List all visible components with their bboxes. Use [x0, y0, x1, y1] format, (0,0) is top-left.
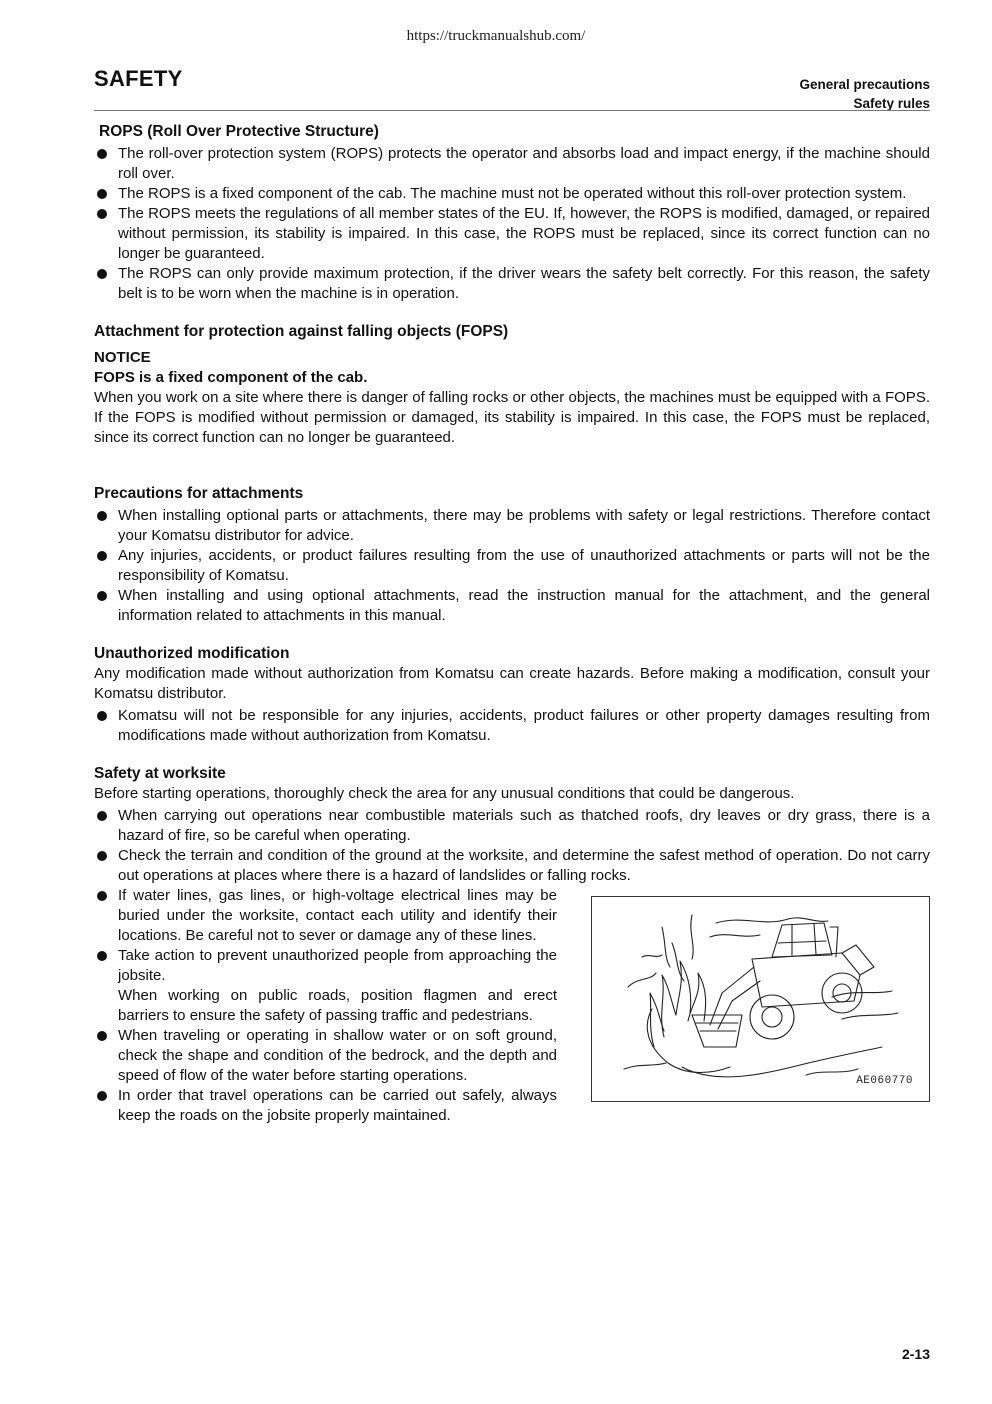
modification-section — [94, 644, 930, 746]
worksite-split — [94, 886, 930, 1126]
worksite-figure — [591, 896, 930, 1102]
list-item: Check the terrain and condition of the ground at the worksite, and determine the safest method of operation. Do not carry out operations at places where there is a hazard of landslides or falling rocks. — [94, 846, 930, 886]
list-item: Any injuries, accidents, or product failures resulting from the use of unauthorized attachments or parts will not be the responsibility of Komatsu. — [94, 546, 930, 586]
list-item: If water lines, gas lines, or high-voltage electrical lines may be buried under the worksite, contact each utility and identify their locations. Be careful not to sever or damage any of these lines. — [94, 886, 557, 946]
worksite-section — [94, 764, 930, 1126]
modification-body: Any modification made without authorization from Komatsu can create hazards. Before making a modification, consult your Komatsu distributor. — [94, 665, 930, 702]
rops-list — [94, 144, 930, 304]
list-item: The ROPS meets the regulations of all member states of the EU. If, however, the ROPS is modified, damaged, or repaired without permission, its stability is impaired. In this case, the ROPS must be replaced, since its correct function can no longer be guaranteed. — [94, 204, 930, 264]
list-item-extra: When working on public roads, position flagmen and erect barriers to ensure the safety of passing traffic and pedestrians. — [118, 987, 557, 1024]
notice-label: NOTICE — [94, 349, 151, 366]
list-item — [94, 946, 557, 1026]
page-title: SAFETY — [94, 66, 183, 91]
list-item: When installing optional parts or attachments, there may be problems with safety or legal restrictions. Therefore contact your Komatsu distributor for advice. — [94, 506, 930, 546]
worksite-side-column — [94, 886, 557, 1126]
worksite-side-list — [94, 886, 557, 1126]
list-item: Komatsu will not be responsible for any injuries, accidents, product failures or other property damages resulting from modifications made without authorization from Komatsu. — [94, 706, 930, 746]
attachments-heading: Precautions for attachments — [94, 485, 304, 502]
modification-heading: Unauthorized modification — [94, 645, 290, 662]
page-number: 2-13 — [901, 1346, 930, 1362]
worksite-list — [94, 806, 930, 886]
modification-list — [94, 706, 930, 746]
header-section: General precautions — [799, 77, 930, 92]
rops-heading: ROPS (Roll Over Protective Structure) — [99, 123, 379, 140]
header-breadcrumb — [799, 75, 930, 113]
attachments-section — [94, 484, 930, 626]
list-item: In order that travel operations can be carried out safely, always keep the roads on the jobsite properly maintained. — [94, 1086, 557, 1126]
fops-body: When you work on a site where there is danger of falling rocks or other objects, the machines must be equipped with a FOPS. If the FOPS is modified without permission or damaged, its stability is impaired. In this case, the FOPS must be replaced, since its correct function can no longer be guaranteed. — [94, 389, 930, 446]
worksite-heading: Safety at worksite — [94, 765, 226, 782]
list-item: The roll-over protection system (ROPS) protects the operator and absorbs load and impact energy, if the machine should roll over. — [94, 144, 930, 184]
main-content — [94, 122, 930, 1126]
figure-code: AE060770 — [856, 1075, 913, 1087]
rops-section — [94, 122, 930, 142]
list-item: When carrying out operations near combustible materials such as thatched roofs, dry leaves or dry grass, there is a hazard of fire, so be careful when operating. — [94, 806, 930, 846]
header-divider — [94, 110, 930, 111]
header-subsection: Safety rules — [853, 96, 930, 111]
fops-heading: Attachment for protection against falling objects (FOPS) — [94, 323, 509, 340]
fops-section — [94, 322, 930, 448]
list-item: When traveling or operating in shallow water or on soft ground, check the shape and condition of the bedrock, and the depth and speed of flow of the water before starting operations. — [94, 1026, 557, 1086]
notice-text: FOPS is a fixed component of the cab. — [94, 369, 368, 386]
list-item: When installing and using optional attachments, read the instruction manual for the attachment, and the general information related to attachments in this manual. — [94, 586, 930, 626]
worksite-body: Before starting operations, thoroughly check the area for any unusual conditions that could be dangerous. — [94, 785, 795, 802]
list-item: The ROPS can only provide maximum protection, if the driver wears the safety belt correctly. For this reason, the safety belt is to be worn when the machine is in operation. — [94, 264, 930, 304]
attachments-list — [94, 506, 930, 626]
list-item: The ROPS is a fixed component of the cab. The machine must not be operated without this roll-over protection system. — [94, 184, 930, 204]
list-item-text: Take action to prevent unauthorized people from approaching the jobsite. — [118, 947, 557, 984]
source-url: https://truckmanualshub.com/ — [406, 28, 586, 44]
